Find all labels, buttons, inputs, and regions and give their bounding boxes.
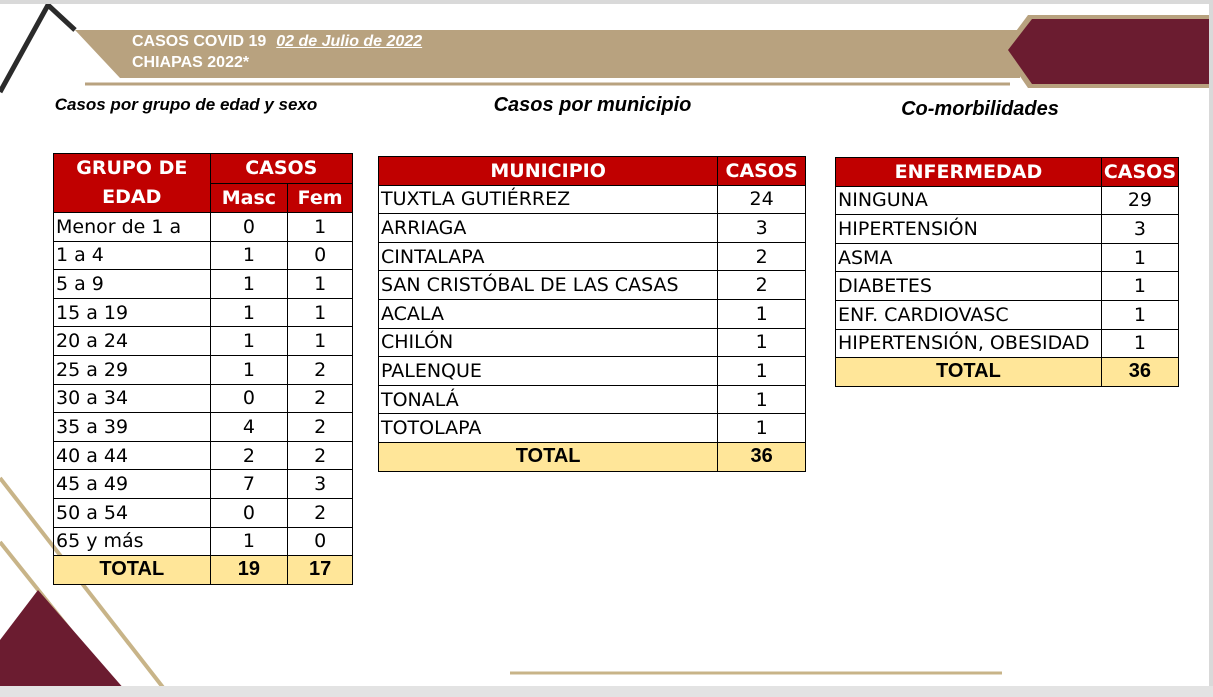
municipio-table-row: [379, 385, 806, 414]
corner-triangle-icon: [0, 590, 125, 690]
municipio-table-row: [379, 271, 806, 300]
masc-count-cell: 0: [210, 498, 288, 527]
age-table-row: [54, 298, 353, 327]
age-table-row: [54, 413, 353, 442]
age-table-row: [54, 270, 353, 299]
age-head-cases: CASOS: [210, 154, 352, 184]
municipio-name-cell: PALENQUE: [379, 357, 718, 386]
age-table-row: [54, 441, 353, 470]
comorb-table-row: [836, 272, 1179, 301]
age-group-cell: 1 a 4: [54, 241, 211, 270]
municipio-table-row: [379, 185, 806, 214]
age-table-row: [54, 470, 353, 499]
frame-border: [0, 0, 1213, 4]
age-group-cell: 65 y más: [54, 527, 211, 556]
age-table-row: [54, 241, 353, 270]
municipio-cases-cell: 1: [718, 299, 806, 328]
comorb-name-cell: DIABETES: [836, 272, 1102, 301]
comorb-cases-cell: 1: [1101, 300, 1178, 329]
municipio-name-cell: ACALA: [379, 299, 718, 328]
municipio-table: [378, 156, 806, 472]
comorb-table-row: [836, 300, 1179, 329]
banner-arrow-icon: [1008, 19, 1211, 84]
municipio-cases-cell: 3: [718, 214, 806, 243]
municipio-name-cell: ARRIAGA: [379, 214, 718, 243]
municipio-total-row: [379, 442, 806, 471]
comorb-cases-cell: 1: [1101, 329, 1178, 358]
municipio-name-cell: SAN CRISTÓBAL DE LAS CASAS: [379, 271, 718, 300]
masc-count-cell: 4: [210, 413, 288, 442]
comorb-head-cases: CASOS: [1101, 158, 1178, 187]
municipio-cases-cell: 1: [718, 385, 806, 414]
municipio-cases-cell: 24: [718, 185, 806, 214]
fem-count-cell: 1: [288, 298, 353, 327]
municipio-cases-cell: 1: [718, 328, 806, 357]
age-table-row: [54, 327, 353, 356]
fem-count-cell: 2: [288, 355, 353, 384]
masc-count-cell: 7: [210, 470, 288, 499]
municipio-cases-cell: 2: [718, 242, 806, 271]
municipio-cases-cell: 1: [718, 414, 806, 443]
age-head-fem: Fem: [288, 183, 353, 213]
fem-count-cell: 1: [288, 270, 353, 299]
municipio-cases-cell: 2: [718, 271, 806, 300]
comorb-name-cell: HIPERTENSIÓN: [836, 215, 1102, 244]
frame-border: [0, 686, 1213, 697]
masc-count-cell: 1: [210, 241, 288, 270]
municipio-name-cell: TONALÁ: [379, 385, 718, 414]
comorb-name-cell: HIPERTENSIÓN, OBESIDAD: [836, 329, 1102, 358]
age-group-cell: 50 a 54: [54, 498, 211, 527]
masc-count-cell: 0: [210, 213, 288, 242]
comorb-head-name: ENFERMEDAD: [836, 158, 1102, 187]
municipio-name-cell: CINTALAPA: [379, 242, 718, 271]
municipio-name-cell: CHILÓN: [379, 328, 718, 357]
age-group-cell: Menor de 1 a: [54, 213, 211, 242]
municipio-cases-cell: 1: [718, 357, 806, 386]
fem-count-cell: 3: [288, 470, 353, 499]
masc-count-cell: 1: [210, 327, 288, 356]
fem-count-cell: 1: [288, 213, 353, 242]
fem-count-cell: 0: [288, 241, 353, 270]
age-table-row: [54, 384, 353, 413]
comorb-name-cell: ASMA: [836, 243, 1102, 272]
comorb-table-row: [836, 186, 1179, 215]
report-title: [132, 32, 422, 51]
comorb-table-row: [836, 329, 1179, 358]
fem-count-cell: 2: [288, 384, 353, 413]
comorb-cases-cell: 3: [1101, 215, 1178, 244]
age-table-body: [54, 213, 353, 556]
report-title-line1: CASOS COVID 19: [132, 33, 267, 50]
municipio-head-name: MUNICIPIO: [379, 157, 718, 186]
age-table: [53, 153, 353, 585]
age-group-cell: 40 a 44: [54, 441, 211, 470]
municipio-table-row: [379, 242, 806, 271]
municipio-table-row: [379, 214, 806, 243]
masc-count-cell: 1: [210, 298, 288, 327]
age-group-cell: 20 a 24: [54, 327, 211, 356]
municipio-table-body: [379, 185, 806, 442]
report-subtitle: CHIAPAS 2022*: [132, 54, 250, 71]
fem-count-cell: 1: [288, 327, 353, 356]
fem-count-cell: 2: [288, 441, 353, 470]
comorb-table: [835, 157, 1179, 387]
frame-border: [1209, 0, 1213, 697]
age-total-fem: 17: [288, 556, 353, 585]
fem-count-cell: 2: [288, 498, 353, 527]
comorb-total-label: TOTAL: [836, 358, 1102, 387]
municipio-table-row: [379, 299, 806, 328]
age-group-cell: 5 a 9: [54, 270, 211, 299]
age-group-cell: 45 a 49: [54, 470, 211, 499]
age-table-row: [54, 355, 353, 384]
age-total-masc: 19: [210, 556, 288, 585]
fem-count-cell: 0: [288, 527, 353, 556]
municipio-head-cases: CASOS: [718, 157, 806, 186]
age-head-group: GRUPO DE EDAD: [54, 154, 211, 213]
municipio-total-label: TOTAL: [379, 442, 718, 471]
masc-count-cell: 2: [210, 441, 288, 470]
age-total-label: TOTAL: [54, 556, 211, 585]
municipio-table-row: [379, 328, 806, 357]
fem-count-cell: 2: [288, 413, 353, 442]
masc-count-cell: 1: [210, 527, 288, 556]
comorb-table-row: [836, 243, 1179, 272]
municipio-section-title: Casos por municipio: [493, 94, 692, 116]
comorb-name-cell: ENF. CARDIOVASC: [836, 300, 1102, 329]
municipio-table-row: [379, 357, 806, 386]
masc-count-cell: 1: [210, 270, 288, 299]
masc-count-cell: 0: [210, 384, 288, 413]
age-table-row: [54, 527, 353, 556]
comorb-section-title: Co-morbilidades: [901, 98, 1059, 120]
comorb-cases-cell: 1: [1101, 272, 1178, 301]
comorb-table-body: [836, 186, 1179, 358]
municipio-total-cases: 36: [718, 442, 806, 471]
municipio-name-cell: TOTOLAPA: [379, 414, 718, 443]
comorb-total-cases: 36: [1101, 358, 1178, 387]
comorb-cases-cell: 29: [1101, 186, 1178, 215]
age-group-cell: 35 a 39: [54, 413, 211, 442]
age-group-cell: 30 a 34: [54, 384, 211, 413]
municipio-name-cell: TUXTLA GUTIÉRREZ: [379, 185, 718, 214]
comorb-name-cell: NINGUNA: [836, 186, 1102, 215]
comorb-total-row: [836, 358, 1179, 387]
corner-stroke-icon: [0, 5, 75, 92]
report-date: 02 de Julio de 2022: [276, 33, 423, 50]
municipio-table-row: [379, 414, 806, 443]
comorb-cases-cell: 1: [1101, 243, 1178, 272]
age-total-row: [54, 556, 353, 585]
comorb-table-row: [836, 215, 1179, 244]
age-table-row: [54, 498, 353, 527]
age-group-cell: 25 a 29: [54, 355, 211, 384]
age-section-title: Casos por grupo de edad y sexo: [54, 95, 318, 114]
age-head-masc: Masc: [210, 183, 288, 213]
masc-count-cell: 1: [210, 355, 288, 384]
age-table-row: [54, 213, 353, 242]
age-group-cell: 15 a 19: [54, 298, 211, 327]
